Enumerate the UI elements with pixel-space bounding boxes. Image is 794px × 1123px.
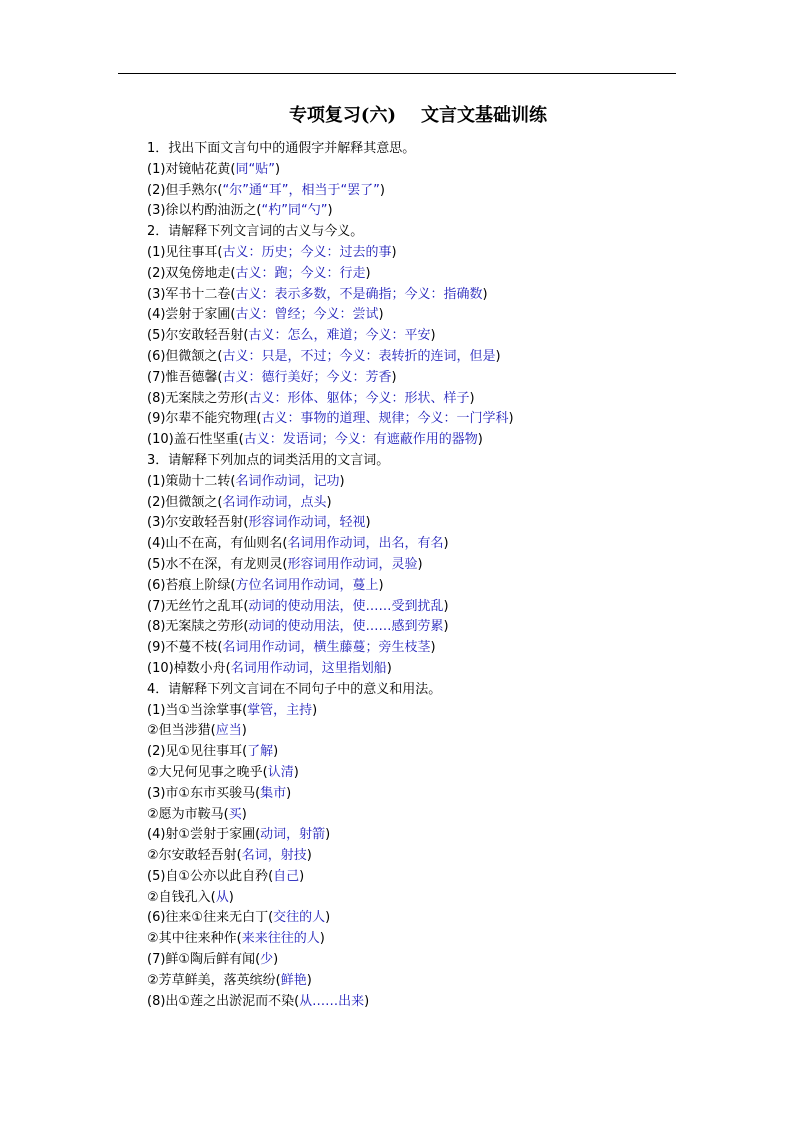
page-title: 专项复习(六) 文言文基础训练 xyxy=(288,105,548,126)
exercise-item xyxy=(147,971,687,992)
item-text: (1)当①当涂掌事( xyxy=(147,702,248,718)
item-text: (3)徐以杓酌油沥之( xyxy=(147,203,262,219)
closing-paren: ) xyxy=(241,806,247,822)
closing-paren: ) xyxy=(430,328,436,344)
item-text: (10)盖石性坚重( xyxy=(147,432,244,448)
answer-text: 古义：表示多数，不是确指；今义：指确数 xyxy=(235,286,483,302)
closing-paren: ) xyxy=(319,931,325,947)
answer-text: 古义：形体、躯体；今义：形状、样子 xyxy=(248,390,470,406)
answer-text: 古义：跑；今义：行走 xyxy=(235,265,366,281)
item-text: (6)但微颔之( xyxy=(147,348,223,364)
exercise-list xyxy=(147,139,687,1012)
closing-paren: ) xyxy=(443,619,449,635)
closing-paren: ) xyxy=(365,515,371,531)
item-text: (10)棹数小舟( xyxy=(147,660,231,676)
question-text: 2．请解释下列文言词的古义与今义。 xyxy=(147,224,364,240)
exercise-item xyxy=(147,513,687,534)
answer-text: 名词用作动词，出名，有名 xyxy=(287,536,444,552)
item-text: (7)无丝竹之乱耳( xyxy=(147,598,249,614)
item-text: (9)不蔓不枝( xyxy=(147,640,223,656)
exercise-item xyxy=(147,326,687,347)
answer-text: “杓”同“勺” xyxy=(261,203,328,219)
exercise-item xyxy=(147,784,687,805)
exercise-item xyxy=(147,264,687,285)
item-text: (8)出①莲之出淤泥而不染( xyxy=(147,993,300,1009)
item-text: (8)无案牍之劳形( xyxy=(147,619,249,635)
item-text: (3)尔安敢轻吾射( xyxy=(147,515,249,531)
exercise-item xyxy=(147,638,687,659)
answer-text: 形容词作动词，轻视 xyxy=(248,515,366,531)
item-text: (1)策勋十二转( xyxy=(147,473,236,489)
item-text: (7)惟吾德馨( xyxy=(147,369,223,385)
answer-text: 动词的使动用法，使……受到扰乱 xyxy=(248,598,444,614)
exercise-item xyxy=(147,305,687,326)
closing-paren: ) xyxy=(325,910,331,926)
closing-paren: ) xyxy=(306,972,312,988)
exercise-item xyxy=(147,617,687,638)
exercise-item xyxy=(147,430,687,451)
exercise-item xyxy=(147,472,687,493)
closing-paren: ) xyxy=(477,432,483,448)
exercise-item xyxy=(147,243,687,264)
item-text: ②尔安敢轻吾射( xyxy=(147,848,242,864)
exercise-item xyxy=(147,701,687,722)
exercise-item xyxy=(147,929,687,950)
question-heading xyxy=(147,680,687,701)
closing-paren: ) xyxy=(386,660,392,676)
exercise-item xyxy=(147,908,687,929)
closing-paren: ) xyxy=(391,369,397,385)
question-heading xyxy=(147,139,687,160)
closing-paren: ) xyxy=(273,952,279,968)
question-text: 4．请解释下列文言词在不同句子中的意义和用法。 xyxy=(147,681,442,697)
exercise-item xyxy=(147,659,687,680)
closing-paren: ) xyxy=(364,993,370,1009)
answer-text: 动词的使动用法，使……感到劳累 xyxy=(248,619,444,635)
answer-text: 应当 xyxy=(215,723,242,739)
item-text: (5)水不在深，有龙则灵( xyxy=(147,556,288,572)
answer-text: 古义：只是，不过；今义：表转折的连词，但是 xyxy=(222,348,496,364)
exercise-item xyxy=(147,805,687,826)
item-text: (2)但微颔之( xyxy=(147,494,223,510)
exercise-item xyxy=(147,867,687,888)
answer-text: 认清 xyxy=(267,764,294,780)
closing-paren: ) xyxy=(365,265,371,281)
closing-paren: ) xyxy=(417,556,423,572)
closing-paren: ) xyxy=(286,785,292,801)
question-text: 1．找出下面文言句中的通假字并解释其意思。 xyxy=(147,141,416,156)
exercise-item xyxy=(147,721,687,742)
item-text: (2)双兔傍地走( xyxy=(147,265,236,281)
exercise-item xyxy=(147,285,687,306)
item-text: (1)见往事耳( xyxy=(147,244,223,260)
item-text: ②愿为市鞍马( xyxy=(147,806,229,822)
answer-text: 方位名词用作动词，蔓上 xyxy=(235,577,379,593)
exercise-item xyxy=(147,160,687,181)
answer-text: 从……出来 xyxy=(299,993,365,1009)
item-text: ②其中往来种作( xyxy=(147,931,242,947)
exercise-item xyxy=(147,389,687,410)
closing-paren: ) xyxy=(299,868,305,884)
answer-text: 名词用作动词，这里指划船 xyxy=(230,660,387,676)
closing-paren: ) xyxy=(378,577,384,593)
exercise-item xyxy=(147,576,687,597)
answer-text: 名词用作动词，横生藤蔓；旁生枝茎 xyxy=(222,640,431,656)
item-text: ②自钱孔入( xyxy=(147,889,216,905)
closing-paren: ) xyxy=(391,244,397,260)
closing-paren: ) xyxy=(495,348,501,364)
closing-paren: ) xyxy=(306,848,312,864)
answer-text: 交往的人 xyxy=(273,910,326,926)
closing-paren: ) xyxy=(273,744,279,760)
header-rule xyxy=(118,73,676,74)
exercise-item xyxy=(147,347,687,368)
item-text: (9)尔辈不能究物理( xyxy=(147,411,262,427)
exercise-item xyxy=(147,201,687,222)
item-text: ②大兄何见事之晚乎( xyxy=(147,764,268,780)
item-text: ②芳草鲜美，落英缤纷( xyxy=(147,972,281,988)
closing-paren: ) xyxy=(430,640,436,656)
closing-paren: ) xyxy=(326,494,332,510)
answer-text: 名词，射技 xyxy=(241,848,307,864)
item-text: (6)苔痕上阶绿( xyxy=(147,577,236,593)
exercise-item xyxy=(147,825,687,846)
item-text: (6)往来①往来无白丁( xyxy=(147,910,274,926)
answer-text: 动词，射箭 xyxy=(260,827,326,843)
closing-paren: ) xyxy=(339,473,345,489)
answer-text: 古义：怎么，难道；今义：平安 xyxy=(248,328,431,344)
exercise-item xyxy=(147,763,687,784)
answer-text: 形容词用作动词，灵验 xyxy=(287,556,418,572)
answer-text: 了解 xyxy=(247,744,274,760)
closing-paren: ) xyxy=(228,889,234,905)
answer-text: 古义：历史；今义：过去的事 xyxy=(222,244,392,260)
item-text: (5)尔安敢轻吾射( xyxy=(147,328,249,344)
answer-text: 自己 xyxy=(273,868,300,884)
exercise-item xyxy=(147,534,687,555)
item-text: (5)自①公亦以此自矜( xyxy=(147,868,274,884)
answer-text: “尔”通“耳”，相当于“罢了” xyxy=(222,182,380,198)
answer-text: 古义：曾经；今义：尝试 xyxy=(235,307,379,323)
closing-paren: ) xyxy=(325,827,331,843)
item-text: (8)无案牍之劳形( xyxy=(147,390,249,406)
closing-paren: ) xyxy=(443,598,449,614)
question-heading xyxy=(147,222,687,243)
answer-text: 名词作动词，记功 xyxy=(235,473,340,489)
exercise-item xyxy=(147,950,687,971)
closing-paren: ) xyxy=(443,536,449,552)
answer-text: 古义：德行美好；今义：芳香 xyxy=(222,369,392,385)
answer-text: 鲜艳 xyxy=(280,972,307,988)
closing-paren: ) xyxy=(274,161,281,177)
exercise-item xyxy=(147,409,687,430)
closing-paren: ) xyxy=(293,764,299,780)
exercise-item xyxy=(147,181,687,202)
answer-text: 掌管，主持 xyxy=(247,702,313,718)
closing-paren: ) xyxy=(327,203,333,219)
answer-text: 古义：事物的道理、规律；今义：一门学科 xyxy=(261,411,509,427)
item-text: (4)山不在高，有仙则名( xyxy=(147,536,288,552)
answer-text: 集市 xyxy=(260,785,287,801)
closing-paren: ) xyxy=(378,307,384,323)
exercise-item xyxy=(147,493,687,514)
item-text: (2)见①见往事耳( xyxy=(147,744,248,760)
exercise-item xyxy=(147,992,687,1013)
item-text: (3)军书十二卷( xyxy=(147,286,236,302)
exercise-item xyxy=(147,368,687,389)
answer-text: 买 xyxy=(228,806,242,822)
answer-text: 来来往往的人 xyxy=(241,931,320,947)
exercise-item xyxy=(147,555,687,576)
item-text: ②但当涉猎( xyxy=(147,723,216,739)
answer-text: 名词作动词，点头 xyxy=(222,494,327,510)
exercise-item xyxy=(147,846,687,867)
exercise-item xyxy=(147,742,687,763)
item-text: (1)对镜帖花黄( xyxy=(147,161,236,177)
question-heading xyxy=(147,451,687,472)
exercise-item xyxy=(147,597,687,618)
closing-paren: ) xyxy=(482,286,488,302)
answer-text: 古义：发语词；今义：有遮蔽作用的器物 xyxy=(243,432,478,448)
closing-paren: ) xyxy=(312,702,318,718)
exercise-item xyxy=(147,888,687,909)
question-text: 3．请解释下列加点的词类活用的文言词。 xyxy=(147,452,390,468)
item-text: (7)鲜①陶后鲜有闻( xyxy=(147,952,261,968)
item-text: (4)射①尝射于家圃( xyxy=(147,827,261,843)
closing-paren: ) xyxy=(508,411,514,427)
item-text: (4)尝射于家圃( xyxy=(147,307,236,323)
closing-paren: ) xyxy=(379,182,385,198)
closing-paren: ) xyxy=(241,723,247,739)
closing-paren: ) xyxy=(469,390,475,406)
answer-text: 同“贴” xyxy=(235,161,275,177)
answer-text: 从 xyxy=(215,889,229,905)
item-text: (2)但手熟尔( xyxy=(147,182,223,198)
item-text: (3)市①东市买骏马( xyxy=(147,785,261,801)
answer-text: 少 xyxy=(260,952,274,968)
